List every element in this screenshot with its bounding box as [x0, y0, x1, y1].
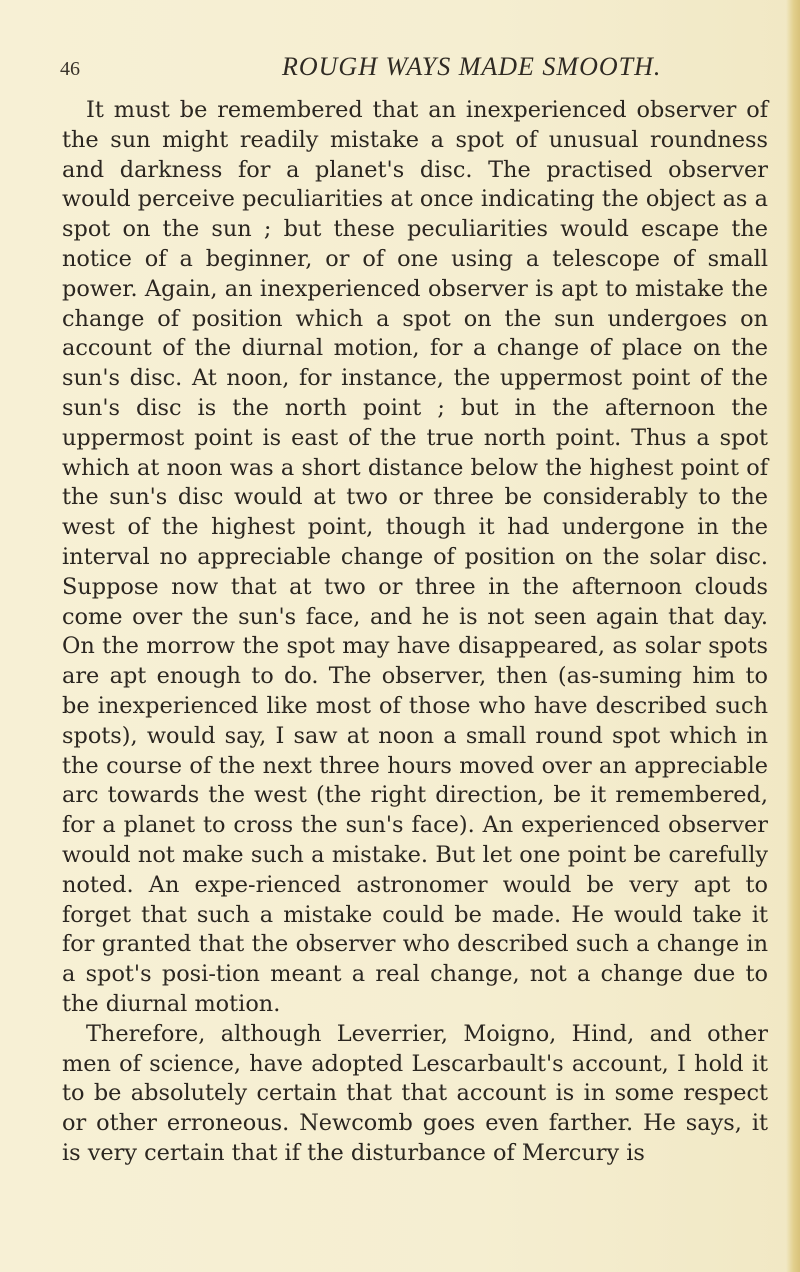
page-header	[60, 52, 760, 92]
paragraph-2: Therefore, although Leverrier, Moigno, Hind, and other men of science, have adopted Lescarbault's account, I hold it to be absolutely certain that that account is in some respect or other erroneous. Newcomb goes even farther. He says, it is very certain that if the disturbance of Mercury is	[62, 1020, 768, 1166]
page-number: 46	[60, 58, 80, 80]
paragraph-1: It must be remembered that an inexperienced observer of the sun might readily mistake a spot of unusual roundness and darkness for a planet's disc. The practised observer would perceive peculiarities at once indicating the object as a spot on the sun ; but these peculiarities would escape the notice of a beginner, or of one using a telescope of small power. Again, an inexperienced observer is apt to mistake the change of position which a spot on the sun undergoes on account of the diurnal motion, for a change of place on the sun's disc. At noon, for instance, the uppermost point of the sun's disc is the north point ; but in the afternoon the uppermost point is east of the true north point. Thus a spot which at noon was a short distance below the highest point of the sun's disc would at two or three be considerably to the west of the highest point, though it had undergone in the interval no appreciable change of position on the solar disc. Suppose now that at two or three in the afternoon clouds come over the sun's face, and he is not seen again that day. On the morrow the spot may have disappeared, as solar spots are apt enough to do. The observer, then (as-suming him to be inexperienced like most of those who have described such spots), would say, I saw at noon a small round spot which in the course of the next three hours moved over an appreciable arc towards the west (the right direction, be it remembered, for a planet to cross the sun's face). An experienced observer would not make such a mistake. But let one point be carefully noted. An expe-rienced astronomer would be very apt to forget that such a mistake could be made. He would take it for granted that the observer who described such a change in a spot's posi-tion meant a real change, not a change due to the diurnal motion.	[62, 97, 768, 1017]
page-edge	[786, 0, 800, 1272]
body-text	[62, 96, 768, 1169]
running-head: ROUGH WAYS MADE SMOOTH.	[282, 52, 662, 81]
